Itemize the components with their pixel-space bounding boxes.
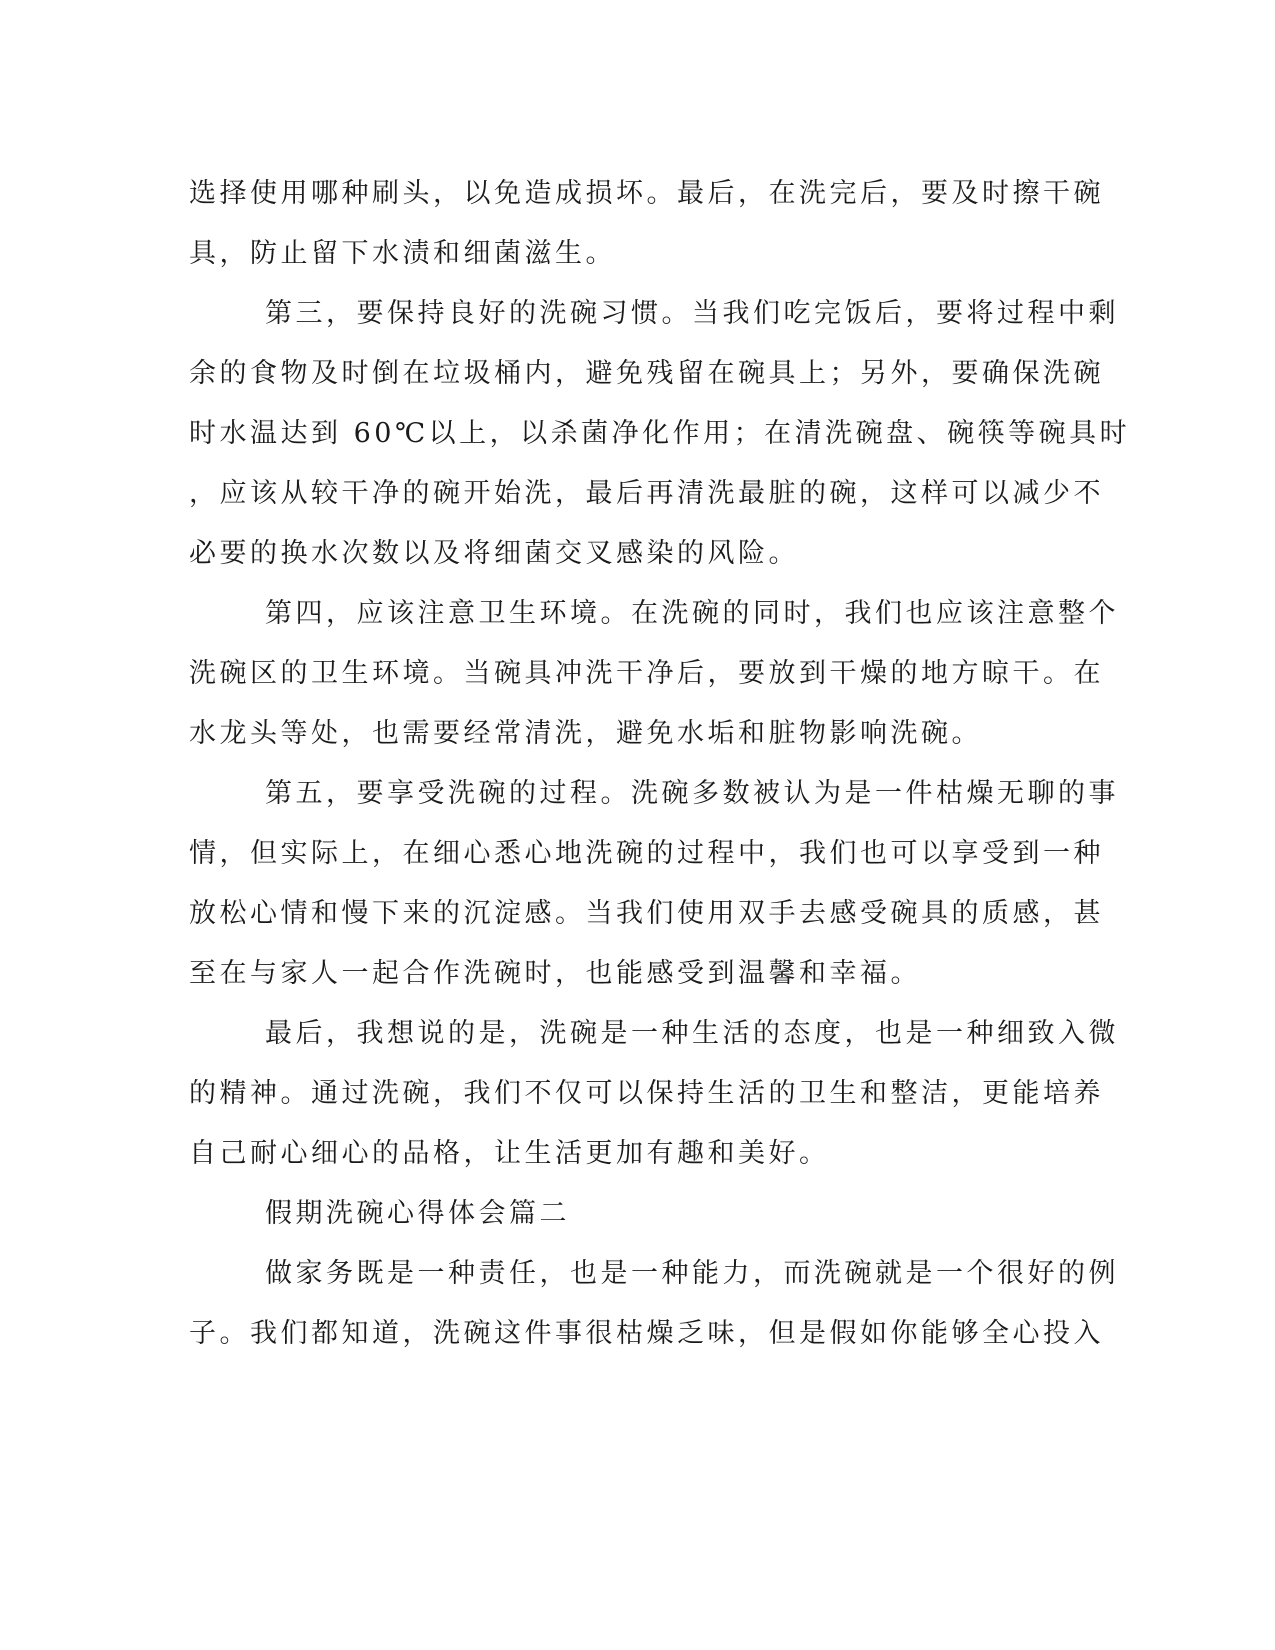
text-line: 时水温达到 60℃以上，以杀菌净化作用；在清洗碗盘、碗筷等碗具时	[189, 418, 1131, 449]
text-line: 水龙头等处，也需要经常清洗，避免水垢和脏物影响洗碗。	[189, 718, 982, 749]
text-line: 具，防止留下水渍和细菌滋生。	[189, 238, 616, 269]
text-line: ，应该从较干净的碗开始洗，最后再清洗最脏的碗，这样可以减少不	[189, 478, 1104, 509]
text-line: 的精神。通过洗碗，我们不仅可以保持生活的卫生和整洁，更能培养	[189, 1078, 1104, 1109]
paragraph-first-line: 第四，应该注意卫生环境。在洗碗的同时，我们也应该注意整个	[265, 598, 1119, 629]
paragraph-first-line: 最后，我想说的是，洗碗是一种生活的态度，也是一种细致入微	[265, 1018, 1119, 1049]
paragraph-first-line: 做家务既是一种责任，也是一种能力，而洗碗就是一个很好的例	[265, 1258, 1119, 1289]
text-line: 自己耐心细心的品格，让生活更加有趣和美好。	[189, 1138, 830, 1169]
text-line: 余的食物及时倒在垃圾桶内，避免残留在碗具上；另外，要确保洗碗	[189, 358, 1104, 389]
document-body	[189, 164, 1131, 1364]
text-line: 洗碗区的卫生环境。当碗具冲洗干净后，要放到干燥的地方晾干。在	[189, 658, 1104, 689]
text-line: 必要的换水次数以及将细菌交叉感染的风险。	[189, 538, 799, 569]
text-line: 情，但实际上，在细心悉心地洗碗的过程中，我们也可以享受到一种	[189, 838, 1104, 869]
text-line: 子。我们都知道，洗碗这件事很枯燥乏味，但是假如你能够全心投入	[189, 1318, 1104, 1349]
text-line: 至在与家人一起合作洗碗时，也能感受到温馨和幸福。	[189, 958, 921, 989]
paragraph-first-line: 第五，要享受洗碗的过程。洗碗多数被认为是一件枯燥无聊的事	[265, 778, 1119, 809]
paragraph-first-line: 第三，要保持良好的洗碗习惯。当我们吃完饭后，要将过程中剩	[265, 298, 1119, 329]
paragraph-first-line: 假期洗碗心得体会篇二	[265, 1198, 570, 1229]
text-line: 放松心情和慢下来的沉淀感。当我们使用双手去感受碗具的质感，甚	[189, 898, 1104, 929]
text-line: 选择使用哪种刷头，以免造成损坏。最后，在洗完后，要及时擦干碗	[189, 178, 1104, 209]
